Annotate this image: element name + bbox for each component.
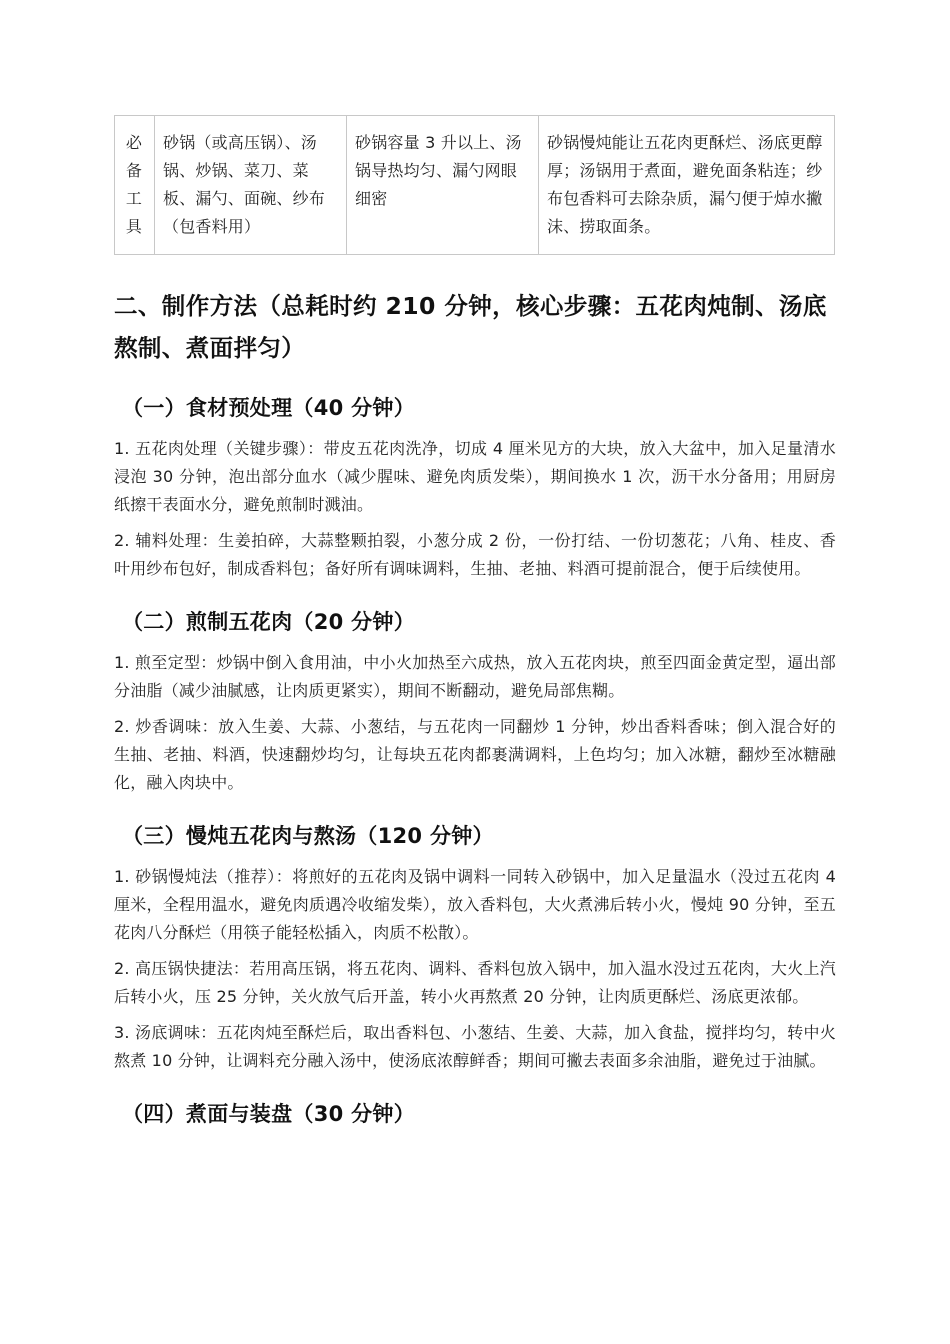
table-cell-notes: 砂锅慢炖能让五花肉更酥烂、汤底更醇厚；汤锅用于煮面，避免面条粘连；纱布包香料可去除杂质，漏勺便于焯水撇沫、捞取面条。 xyxy=(539,116,835,255)
table-cell-requirements: 砂锅容量 3 升以上、汤锅导热均匀、漏勺网眼细密 xyxy=(347,116,539,255)
paragraph-claypot-stew: 1. 砂锅慢炖法（推荐）：将煎好的五花肉及锅中调料一同转入砂锅中，加入足量温水（没过五花肉 4 厘米，全程用温水，避免肉质遇冷收缩发柴），放入香料包，大火煮沸后转小火，慢炖 90 分钟，至五花肉八分酥烂（用筷子能轻松插入，肉质不松散）。 xyxy=(114,867,836,942)
paragraph-broth-seasoning: 3. 汤底调味：五花肉炖至酥烂后，取出香料包、小葱结、生姜、大蒜，加入食盐，搅拌均匀，转中火熬煮 10 分钟，让调料充分融入汤中，使汤底浓醇鲜香；期间可撇去表面多余油脂，避免过于油腻。 xyxy=(114,1023,836,1070)
tools-table xyxy=(114,115,835,255)
paragraph-fry-set: 1. 煎至定型：炒锅中倒入食用油，中小火加热至六成热，放入五花肉块，煎至四面金黄定型，逼出部分油脂（减少油腻感，让肉质更紧实），期间不断翻动，避免局部焦糊。 xyxy=(114,653,836,700)
subsection-heading-noodles: （四）煮面与装盘（30 分钟） xyxy=(122,1102,416,1126)
table-cell-tools: 砂锅（或高压锅）、汤锅、炒锅、菜刀、菜板、漏勺、面碗、纱布（包香料用） xyxy=(155,116,347,255)
paragraph-pressure-cooker: 2. 高压锅快捷法：若用高压锅，将五花肉、调料、香料包放入锅中，加入温水没过五花肉，大火上汽后转小火，压 25 分钟，关火放气后开盖，转小火再熬煮 20 分钟，让肉质更酥烂、汤底更浓郁。 xyxy=(114,959,836,1006)
subsection-heading-fry: （二）煎制五花肉（20 分钟） xyxy=(122,610,416,634)
paragraph-fry-season: 2. 炒香调味：放入生姜、大蒜、小葱结，与五花肉一同翻炒 1 分钟，炒出香料香味；倒入混合好的生抽、老抽、料酒，快速翻炒均匀，让每块五花肉都裹满调料，上色均匀；加入冰糖，翻炒至冰糖融化，融入肉块中。 xyxy=(114,717,836,792)
table-row xyxy=(115,116,835,255)
table-row-label: 必备工具 xyxy=(115,116,155,255)
paragraph-ingredient-prep: 2. 辅料处理：生姜拍碎，大蒜整颗拍裂，小葱分成 2 份，一份打结、一份切葱花；八角、桂皮、香叶用纱布包好，制成香料包；备好所有调味调料，生抽、老抽、料酒可提前混合，便于后续使用。 xyxy=(114,531,836,578)
document-page xyxy=(114,115,836,1141)
section-heading-method: 二、制作方法（总耗时约 210 分钟，核心步骤：五花肉炖制、汤底熬制、煮面拌匀） xyxy=(114,292,827,362)
subsection-heading-stew: （三）慢炖五花肉与熬汤（120 分钟） xyxy=(122,824,494,848)
paragraph-pork-prep: 1. 五花肉处理（关键步骤）：带皮五花肉洗净，切成 4 厘米见方的大块，放入大盆中，加入足量清水浸泡 30 分钟，泡出部分血水（减少腥味、避免肉质发柴），期间换水 1 次，沥干水分备用；用厨房纸擦干表面水分，避免煎制时溅油。 xyxy=(114,439,836,514)
subsection-heading-prep: （一）食材预处理（40 分钟） xyxy=(122,396,416,420)
